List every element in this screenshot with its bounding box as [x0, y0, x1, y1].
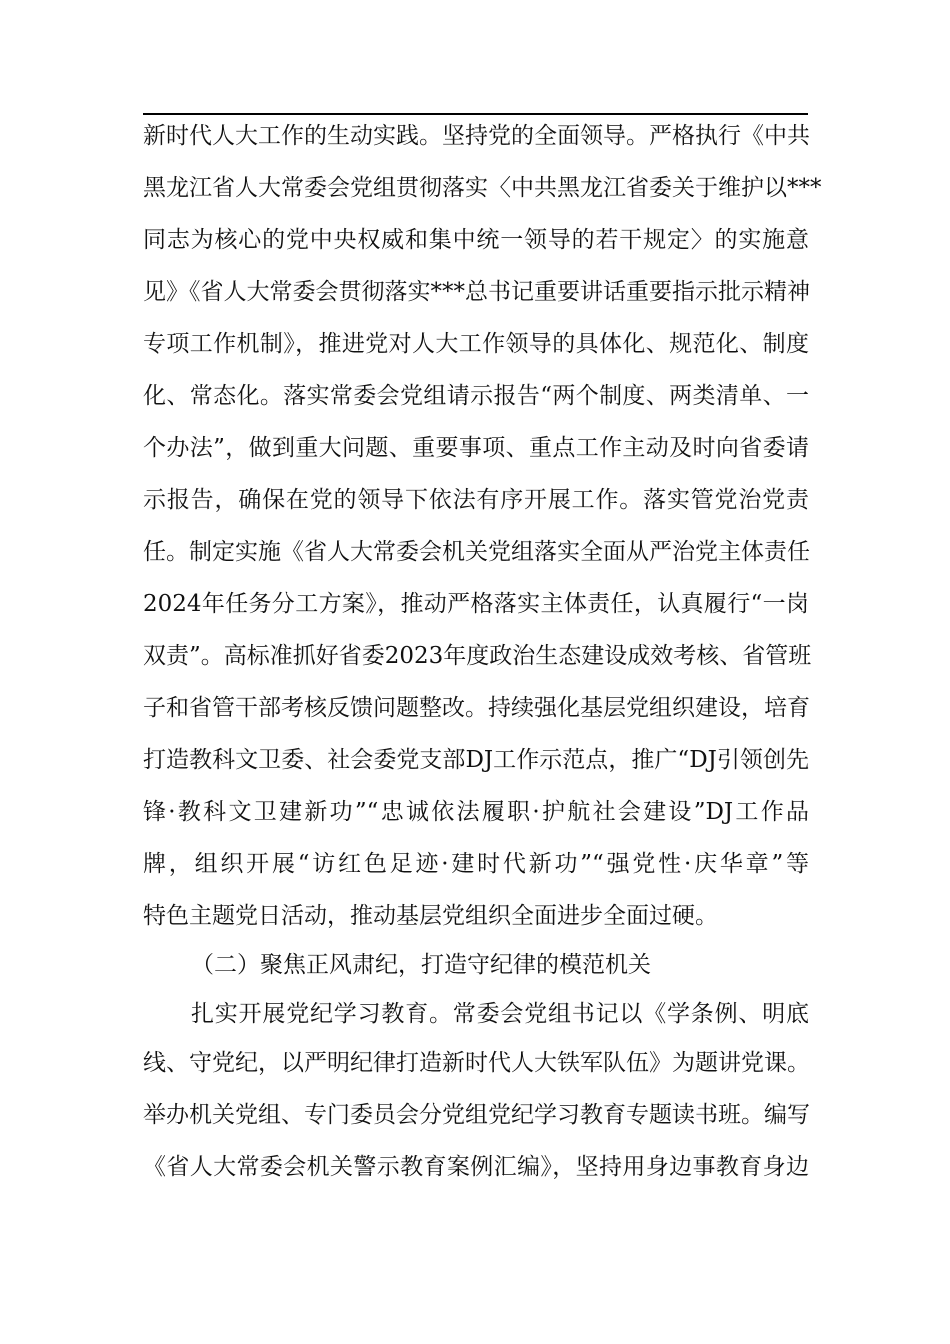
- text-line: 扎实开展党纪学习教育。常委会党组书记以《学条例、明底: [191, 1001, 809, 1027]
- document-body: [143, 116, 822, 1199]
- text-line: 双责”。高标准抓好省委2023年度政治生态建设成效考核、省管班: [143, 643, 812, 669]
- text-line: 示报告，确保在党的领导下依法有序开展工作。落实管党治党责: [143, 487, 809, 513]
- text-line: 子和省管干部考核反馈问题整改。持续强化基层党组织建设，培育: [143, 695, 810, 721]
- text-line: 同志为核心的党中央权威和集中统一领导的若干规定〉的实施意: [143, 227, 809, 253]
- text-line: 《省人大常委会机关警示教育案例汇编》，坚持用身边事教育身边: [143, 1154, 809, 1180]
- text-line: 见》《省人大常委会贯彻落实***总书记重要讲话重要指示批示精神: [143, 279, 810, 305]
- text-line: 2024年任务分工方案》，推动严格落实主体责任，认真履行“一岗: [143, 591, 809, 617]
- text-line: 化、常态化。落实常委会党组请示报告“两个制度、两类清单、一: [143, 383, 809, 409]
- section-heading: （二）聚焦正风肃纪，打造守纪律的模范机关: [191, 952, 651, 978]
- header-rule: [143, 113, 808, 115]
- text-line: 线、守党纪，以严明纪律打造新时代人大铁军队伍》为题讲党课。: [143, 1050, 810, 1076]
- text-line: 举办机关党组、专门委员会分党组党纪学习教育专题读书班。编写: [143, 1102, 810, 1128]
- text-line: 任。制定实施《省人大常委会机关党组落实全面从严治党主体责任: [143, 539, 810, 565]
- text-line: 黑龙江省人大常委会党组贯彻落实〈中共黑龙江省委关于维护以***: [143, 175, 822, 201]
- text-line: 专项工作机制》，推进党对人大工作领导的具体化、规范化、制度: [143, 331, 809, 357]
- text-line: 锋·教科文卫建新功”“忠诚依法履职·护航社会建设”DJ工作品: [143, 799, 809, 825]
- paragraph-discipline-education: [143, 994, 809, 1199]
- text-line: 打造教科文卫委、社会委党支部DJ工作示范点，推广“DJ引领创先: [143, 747, 809, 773]
- text-line: 新时代人大工作的生动实践。坚持党的全面领导。严格执行《中共: [143, 123, 810, 149]
- text-line: 牌，组织开展“访红色足迹·建时代新功”“强党性·庆华章”等: [143, 851, 809, 877]
- text-line: 特色主题党日活动，推动基层党组织全面进步全面过硬。: [143, 903, 718, 929]
- paragraph-party-leadership: [143, 116, 822, 945]
- text-line: 个办法”，做到重大问题、重要事项、重点工作主动及时向省委请: [143, 435, 809, 461]
